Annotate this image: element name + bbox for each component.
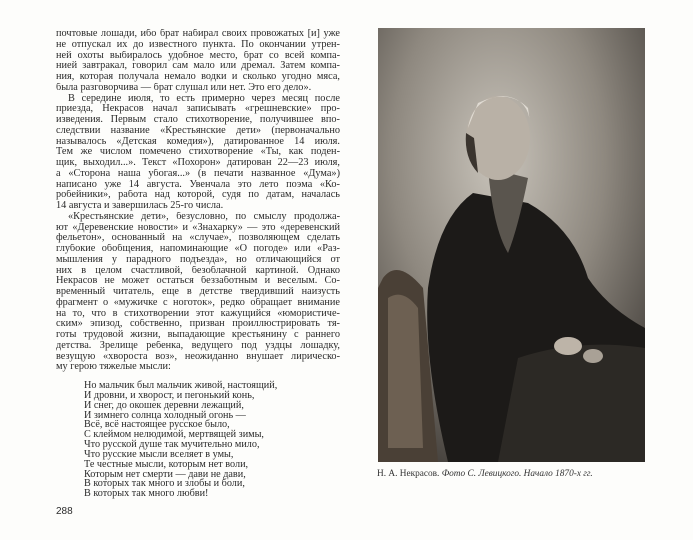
text-line: му герою тяжелые мысли:	[56, 362, 171, 373]
poem-line: Которым нет смерти — дави не дави,	[84, 468, 246, 480]
text-line: Некрасов не может остаться беззаботным и веселым. Со-	[56, 276, 340, 287]
text-line: следствии название «Крестьянские дети» (первоначально	[56, 125, 340, 136]
text-line: готы трудовой жизни, выпадающие крестьянину с раннего	[56, 330, 340, 340]
text-line: нией завтракал, говорил сам мало или дремал. Затем компа-	[56, 61, 340, 72]
page-number: 288	[56, 506, 73, 517]
text-line: глубокие обобщения, напоминающие «О погоде» или «Раз-	[56, 244, 340, 254]
text-line: изведения. Первым стало стихотворение, получившее впо-	[56, 115, 340, 125]
text-line: на то, что в стихотворении этот кажущийся «юмористиче-	[56, 308, 340, 319]
poem-line: Что русские мысли вселяет в умы,	[84, 448, 234, 460]
poem-line: Но мальчик был мальчик живой, настоящий,	[84, 380, 278, 391]
poem-line: С клеймом нелюдимой, мертвящей зимы,	[84, 429, 264, 441]
text-line: была разговорчива — брат слушал или нет. Это его дело».	[56, 82, 312, 93]
poem-line: Что русской душе так мучительно мило,	[84, 439, 260, 451]
text-line: почтовые лошади, ибо брат набирал своих провожатых [и] уже	[56, 29, 340, 39]
photo-caption	[377, 469, 593, 479]
text-line: а «Сторона наша убогая...» (в печати названное «Дума»)	[56, 168, 340, 179]
text-line: называлось «Детская комедия»), датированное 14 июля.	[56, 136, 340, 147]
text-line: В середине июля, то есть примерно через месяц после	[68, 93, 340, 104]
portrait-photo	[378, 28, 645, 462]
text-line: щик, выходил...». Текст «Похорон» датирован 22—23 июля,	[56, 158, 340, 168]
caption-name: Н. А. Некрасов.	[377, 469, 440, 479]
poem-line: В которых так много любви!	[84, 488, 209, 500]
text-line: 14 августа и завершилась 25-го числа.	[56, 201, 224, 211]
text-line: Тем же числом помечено стихотворение «Ты, как поден-	[56, 147, 340, 158]
text-line: везущую «хвороста воз», неожиданно внушает лирическо-	[56, 351, 340, 362]
poem-line: В которых так много и злобы и боли,	[84, 478, 245, 490]
text-line: ским» эпизод, собственно, призван проиллюстрировать тя-	[56, 319, 340, 330]
text-line: ней охоты выбиралось удобное место, брат со всей компа-	[56, 50, 340, 61]
text-line: ния, которая получала немало водки и сколько угодно мяса,	[56, 72, 340, 82]
caption-credit: Фото С. Левицкого. Начало 1870-х гг.	[441, 469, 593, 479]
text-line: фрагмент о «мужичке с ноготок», редко обращает внимание	[56, 297, 340, 308]
poem-line: И дровни, и хворост, и пегонький конь,	[84, 389, 255, 401]
text-line: фельетон», основанный на «случае», позволяющем сделать	[56, 233, 340, 244]
text-line: приезда, Некрасов начал записывать «грешневские» про-	[56, 104, 340, 115]
portrait-image	[378, 28, 645, 462]
body-text	[56, 29, 340, 373]
text-line: робейники», работа над которой, судя по датам, началась	[56, 190, 340, 201]
text-line: ют «Деревенские новости» и «Знахарку» — это «деревенский	[56, 222, 340, 233]
poem-line: Те честные мысли, которым нет воли,	[84, 458, 249, 470]
text-line: не отпускал их до известного пункта. По окончании утрен-	[56, 39, 340, 50]
poem-line: И зимнего солнца холодный огонь —	[84, 409, 246, 421]
poem-line: И снег, до окошек деревни лежащий,	[84, 399, 244, 411]
text-line: детства. Зрелище ребенка, ведущего под уздцы лошадку,	[56, 340, 340, 351]
text-line: мышления у парадного подъезда», но отличающийся от	[56, 254, 340, 265]
text-line: написано уже 14 августа. Увенчала это лето поэма «Ко-	[56, 179, 340, 190]
poem-line: Всё, всё настоящее русское было,	[84, 419, 230, 431]
text-line: них в целом счастливой, безоблачной картиной. Однако	[56, 265, 340, 276]
text-line: временный читатель, еще в детстве твердивший наизусть	[56, 287, 340, 297]
poem-quote	[84, 381, 277, 499]
text-line: «Крестьянские дети», безусловно, по смыслу продолжа-	[68, 211, 340, 222]
